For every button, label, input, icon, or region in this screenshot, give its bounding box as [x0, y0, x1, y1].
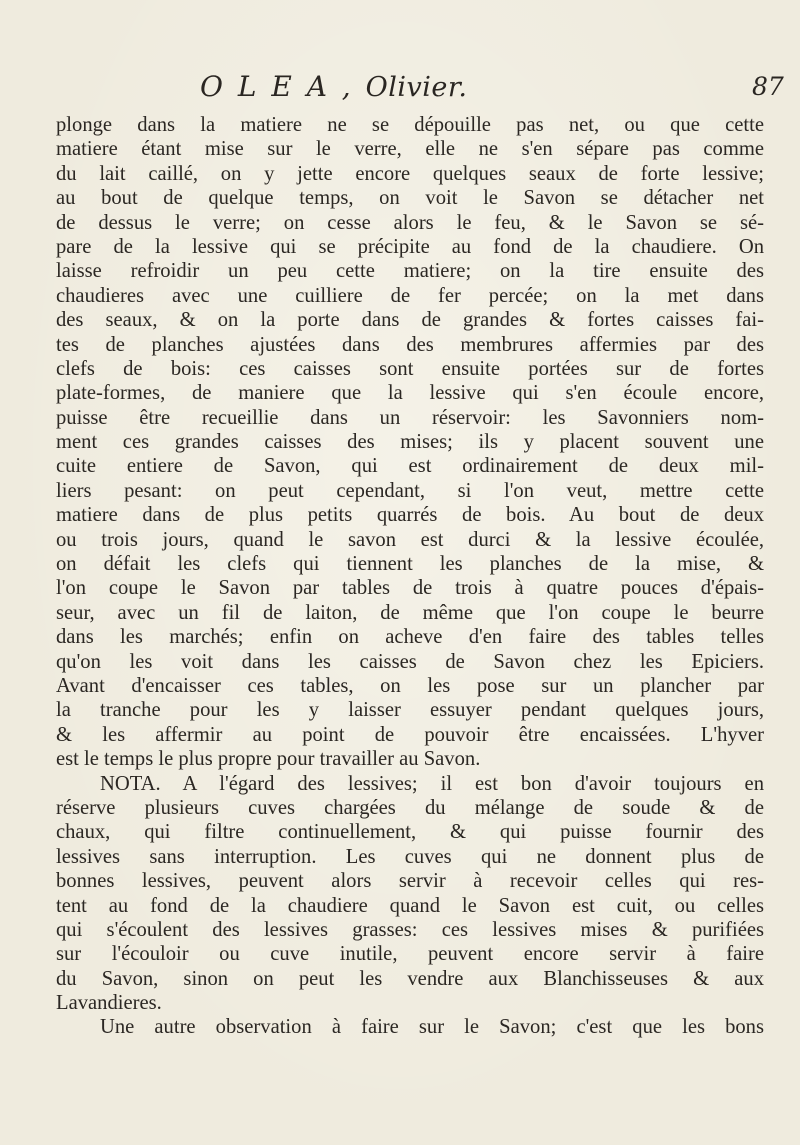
- text-line: tent au fond de la chaudiere quand le Savon est cuit, ou celles: [56, 894, 764, 917]
- body-text: [56, 113, 764, 1040]
- text-line: chaudieres avec une cuilliere de fer percée; on la met dans: [56, 284, 764, 307]
- text-line: liers pesant: on peut cependant, si l'on veut, mettre cette: [56, 479, 764, 502]
- running-head-common-name: Olivier.: [365, 72, 468, 103]
- text-line: qui s'écoulent des lessives grasses: ces lessives mises & purifiées: [56, 918, 764, 941]
- text-line: est le temps le plus propre pour travailler au Savon.: [56, 748, 481, 771]
- text-line: du Savon, sinon on peut les vendre aux Blanchisseuses & aux: [56, 967, 764, 990]
- text-line: plonge dans la matiere ne se dépouille pas net, ou que cette: [56, 114, 764, 136]
- text-line: chaux, qui filtre continuellement, & qui puisse fournir des: [56, 821, 764, 844]
- text-line: sur l'écouloir ou cuve inutile, peuvent encore servir à faire: [56, 943, 764, 966]
- text-line: Avant d'encaisser ces tables, on les pose sur un plancher par: [56, 674, 764, 697]
- running-head-genus: O L E A ,: [200, 70, 354, 103]
- text-line: du lait caillé, on y jette encore quelques seaux de forte lessive;: [56, 162, 764, 185]
- text-line: puisse être recueillie dans un réservoir: les Savonniers nom-: [56, 406, 764, 429]
- text-line: ment ces grandes caisses des mises; ils y placent souvent une: [56, 431, 764, 454]
- text-line: & les affermir au point de pouvoir être encaissées. L'hyver: [56, 723, 764, 746]
- text-line: réserve plusieurs cuves chargées du mélange de soude & de: [56, 796, 764, 819]
- text-line: plate-formes, de maniere que la lessive qui s'en écoule encore,: [56, 382, 764, 405]
- page-number: 87: [752, 72, 784, 101]
- text-line: tes de planches ajustées dans des membrures affermies par des: [56, 333, 764, 356]
- text-line: pare de la lessive qui se précipite au fond de la chaudiere. On: [56, 235, 764, 258]
- text-line: seur, avec un fil de laiton, de même que l'on coupe le beurre: [56, 601, 764, 624]
- text-line: de dessus le verre; on cesse alors le feu, & le Savon se sé-: [56, 211, 764, 234]
- text-line: Lavandieres.: [56, 992, 162, 1015]
- text-line: l'on coupe le Savon par tables de trois à quatre pouces d'épais-: [56, 577, 764, 600]
- text-line-nota: NOTA. A l'égard des lessives; il est bon d'avoir toujours en: [100, 772, 764, 795]
- text-line-last: Une autre observation à faire sur le Savon; c'est que les bons: [100, 1016, 764, 1039]
- text-line: ou trois jours, quand le savon est durci & la lessive écoulée,: [56, 528, 764, 551]
- running-head: [0, 70, 800, 110]
- text-line: laisse refroidir un peu cette matiere; on la tire ensuite des: [56, 260, 764, 283]
- text-line: bonnes lessives, peuvent alors servir à recevoir celles qui res-: [56, 870, 764, 893]
- text-line: au bout de quelque temps, on voit le Savon se détacher net: [56, 187, 764, 210]
- running-head-title: [200, 70, 467, 103]
- text-line: cuite entiere de Savon, qui est ordinairement de deux mil-: [56, 455, 764, 478]
- text-line: matiere dans de plus petits quarrés de bois. Au bout de deux: [56, 504, 764, 527]
- text-line: lessives sans interruption. Les cuves qui ne donnent plus de: [56, 845, 764, 868]
- text-line: matiere étant mise sur le verre, elle ne s'en sépare pas comme: [56, 138, 764, 161]
- text-line: dans les marchés; enfin on acheve d'en faire des tables telles: [56, 626, 764, 649]
- text-line: la tranche pour les y laisser essuyer pendant quelques jours,: [56, 699, 764, 722]
- text-line: clefs de bois: ces caisses sont ensuite portées sur de fortes: [56, 357, 764, 380]
- text-line: on défait les clefs qui tiennent les planches de la mise, &: [56, 553, 764, 576]
- text-line: qu'on les voit dans les caisses de Savon chez les Epiciers.: [56, 650, 764, 673]
- text-line: des seaux, & on la porte dans de grandes & fortes caisses fai-: [56, 309, 764, 332]
